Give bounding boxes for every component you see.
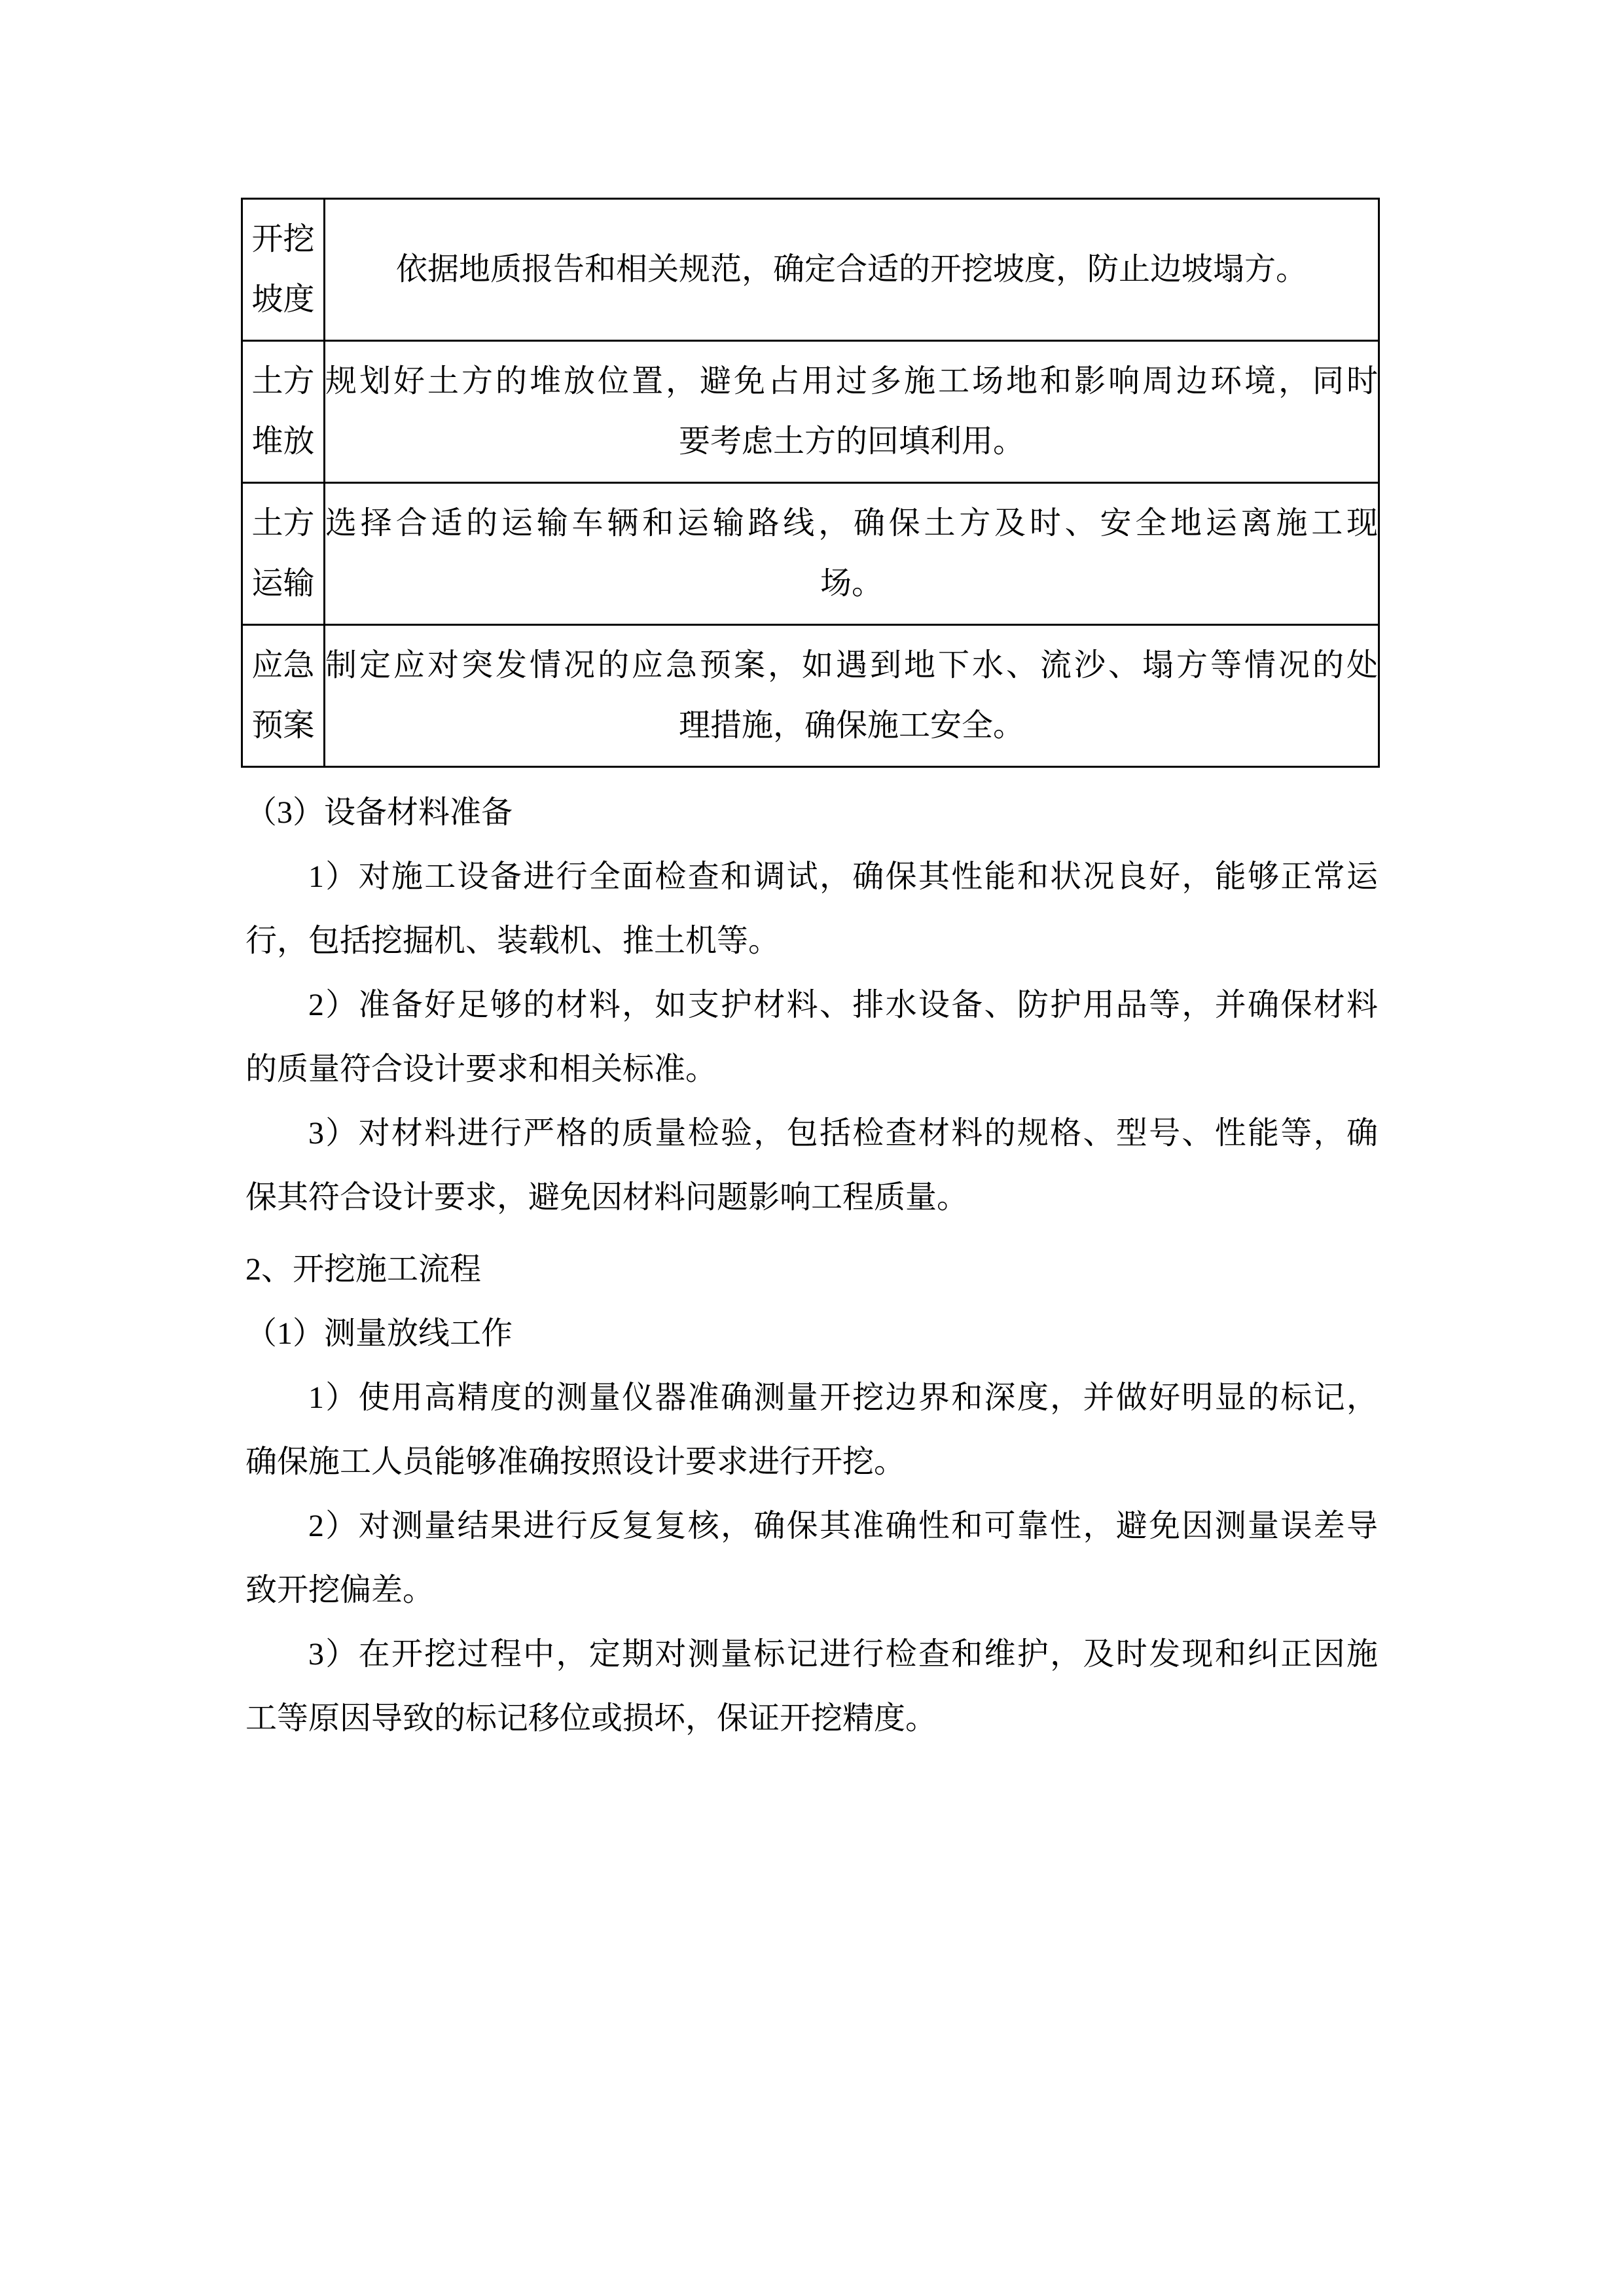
row-content-cell	[325, 625, 1379, 767]
row-label-line: 预案	[251, 708, 315, 743]
heading-line: （3）设备材料准备	[245, 795, 513, 830]
table-row-emergency-plan	[242, 625, 1379, 767]
paragraph-line: 工等原因导致的标记移位或损坏，保证开挖精度。	[245, 1701, 937, 1736]
row-label-cell	[242, 483, 325, 625]
paragraph-equipment-check	[245, 845, 1378, 973]
body-text	[245, 781, 1378, 1751]
paragraph-survey-recheck	[245, 1494, 1378, 1623]
row-label-line: 运输	[251, 566, 315, 601]
paragraph-survey-marking	[245, 1366, 1378, 1494]
row-label-line: 应急	[251, 648, 315, 683]
paragraph-line: 确保施工人员能够准确按照设计要求进行开挖。	[245, 1444, 906, 1479]
paragraph-line: 致开挖偏差。	[245, 1573, 435, 1607]
table-cell-line: 理措施，确保施工安全。	[678, 708, 1024, 743]
table-row-earthwork-transport	[242, 483, 1379, 625]
row-content-cell	[325, 341, 1379, 483]
excavation-prep-table	[241, 198, 1380, 768]
subsection-3-heading	[245, 781, 1378, 845]
paragraph-line: 1）对施工设备进行全面检查和调试，确保其性能和状况良好，能够正常运	[308, 859, 1378, 894]
paragraph-line: 2）准备好足够的材料，如支护材料、排水设备、防护用品等，并确保材料	[308, 988, 1378, 1022]
table-cell-line: 要考虑土方的回填利用。	[678, 424, 1024, 459]
row-content-cell	[325, 199, 1379, 341]
table-row-excavation-slope	[242, 199, 1379, 341]
paragraph-line: 保其符合设计要求，避免因材料问题影响工程质量。	[245, 1180, 969, 1215]
row-label-line: 堆放	[251, 424, 315, 459]
document-content	[245, 198, 1378, 1751]
row-content-cell	[325, 483, 1379, 625]
paragraph-line: 3）在开挖过程中，定期对测量标记进行检查和维护，及时发现和纠正因施	[308, 1637, 1378, 1672]
table-row-earthwork-stacking	[242, 341, 1379, 483]
table-cell-line: 制定应对突发情况的应急预案，如遇到地下水、流沙、塌方等情况的处	[325, 648, 1378, 683]
paragraph-line: 的质量符合设计要求和相关标准。	[245, 1052, 717, 1086]
table-cell-line: 选择合适的运输车辆和运输路线，确保土方及时、安全地运离施工现	[325, 506, 1378, 541]
row-label-line: 土方	[251, 506, 315, 541]
row-label-line: 开挖	[251, 222, 315, 257]
paragraph-line: 1）使用高精度的测量仪器准确测量开挖边界和深度，并做好明显的标记，	[308, 1380, 1378, 1415]
table-cell-line: 场。	[820, 566, 883, 601]
heading-line: 2、开挖施工流程	[245, 1252, 482, 1287]
paragraph-mark-maintenance	[245, 1623, 1378, 1751]
row-label-cell	[242, 625, 325, 767]
paragraph-material-preparation	[245, 973, 1378, 1102]
row-label-cell	[242, 341, 325, 483]
paragraph-line: 行，包括挖掘机、装载机、推土机等。	[245, 924, 780, 958]
row-label-line: 土方	[251, 364, 315, 399]
row-label-cell	[242, 199, 325, 341]
paragraph-material-inspection	[245, 1102, 1378, 1230]
table-cell-line: 规划好土方的堆放位置，避免占用过多施工场地和影响周边环境，同时	[325, 364, 1378, 399]
table-cell-line: 依据地质报告和相关规范，确定合适的开挖坡度，防止边坡塌方。	[395, 252, 1307, 287]
heading-line: （1）测量放线工作	[245, 1316, 513, 1351]
paragraph-line: 3）对材料进行严格的质量检验，包括检查材料的规格、型号、性能等，确	[308, 1116, 1378, 1151]
row-label-line: 坡度	[251, 282, 315, 317]
section-2-heading	[245, 1238, 1378, 1302]
subsection-1-heading	[245, 1302, 1378, 1366]
paragraph-line: 2）对测量结果进行反复复核，确保其准确性和可靠性，避免因测量误差导	[308, 1509, 1378, 1543]
